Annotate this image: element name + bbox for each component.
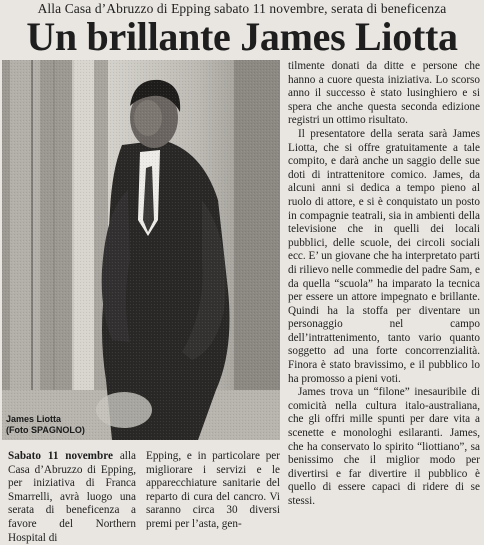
photo-portrait-image xyxy=(2,60,280,440)
article-column-1 xyxy=(8,450,136,544)
article-column-2 xyxy=(146,450,280,530)
caption-name: James Liotta xyxy=(6,414,62,424)
article-photo xyxy=(2,60,280,440)
article-column-3 xyxy=(288,60,480,518)
article-col2-text: Epping, e in particolare per migliorare i servizi e le apparecchiature sanitarie del reparto di cura del cancro. Vi saranno circa 30 diversi premi per l’asta, gen- xyxy=(146,450,280,530)
article-col3-paragraph-3: James trova un “filone” inesauribile di comicità nella cultura italo-australiana, che gli offri mille spunti per dare vita a scenette e monologhi esilaranti. James, che ha conservato lo spirito “liottiano”, sa benissimo che il miglior modo per divertirsi e far divertire il pubblico è quello di essere capaci di ridere di se stessi. xyxy=(288,386,480,507)
kicker-subheading: Alla Casa d’Abruzzo di Epping sabato 11 novembre, serata di beneficenza xyxy=(37,1,447,16)
article-lead: Sabato 11 novembre xyxy=(8,450,113,462)
headline: Un brillante James Liotta xyxy=(26,14,458,59)
photo-caption xyxy=(6,414,85,436)
caption-credit: (Foto SPAGNOLO) xyxy=(6,425,85,435)
article-col3-paragraph-2: Il presentatore della serata sarà James Liotta, che si offre gratuitamente a tale compito, e darà anche un saggio delle sue doti di intrattenitore comico. James, da alcuni anni si dedica a tempo pieno al ruolo di attore, e si è conquistato un posto in compagnie teatrali, sia in ambienti della televisione che in quelli dei locali pubblici, delle scuole, dei circoli sociali ecc. E’ un giovane che ha interpretato parti di rilievo nelle commedie del padre Sam, e da quella “scuola” ha imparato la tecnica per essere un attore impegnato e brillante. Quindi ha la stoffa per diventare un personaggio nel campo dell’intrattenimento, tanto vario quanto soggetto ad una forte concorrenzialità. Finora è stato bravissimo, e il pubblico lo ha promosso a pieni voti. xyxy=(288,127,480,385)
article-col1-text: alla Casa d’Abruzzo di Epping, per iniziativa di Franca Smarrelli, avrà luogo una serata di beneficenza a favore del Northern Hospital di xyxy=(8,450,136,544)
article-col3-paragraph-1: tilmente donati da ditte e persone che hanno a cuore questa iniziativa. Lo scorso anno il successo è stato lusinghiero e si spera che anche questa seconda edizione registri un ottimo risultato. xyxy=(288,60,480,127)
